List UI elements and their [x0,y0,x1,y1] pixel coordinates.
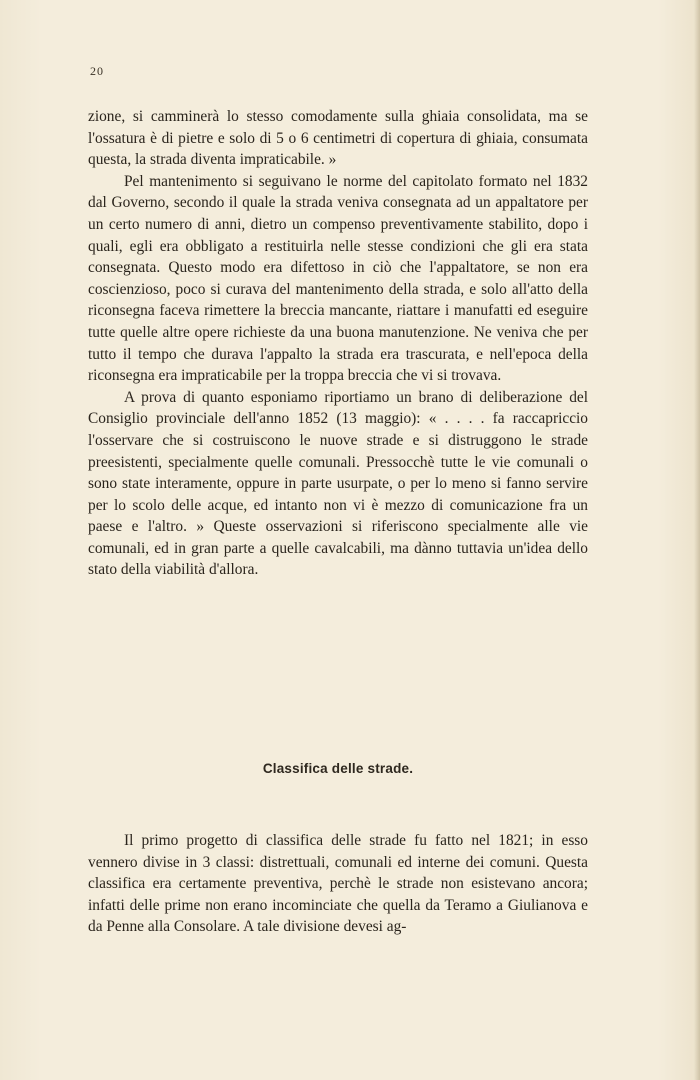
paragraph: Il primo progetto di classifica delle strade fu fatto nel 1821; in esso vennero divise in 3 classi: distrettuali, comunali ed interne dei comuni. Questa classifica era certamente preventiva, perchè le strade non esistevano ancora; infatti delle prime non erano incominciate che quella da Teramo a Giulianova e da Penne alla Consolare. A tale divisione devesi ag- [88,832,588,936]
paragraph: A prova di quanto esponiamo riportiamo un brano di deliberazione del Consiglio provinciale dell'anno 1852 (13 maggio): « . . . . fa raccapriccio l'osservare che si costruiscono le nuove strade e si distruggono le strade preesistenti, specialmente quelle comunali. Pressocchè tutte le vie comunali o sono state interamente, oppure in parte usurpate, o per lo meno si fanno servire per lo scolo delle acque, ed intanto non vi è mezzo di comunicazione fra un paese e l'altro. » Queste osservazioni si riferiscono specialmente alle vie comunali, ed in gran parte a quelle cavalcabili, ma dànno tuttavia un'idea dello stato della viabilità d'allora. [88,388,588,579]
page-edge-shadow [694,0,700,1080]
paragraph: zione, si camminerà lo stesso comodamente sulla ghiaia consolidata, ma se l'ossatura è di pietre e solo di 5 o 6 centimetri di copertura di ghiaia, consumata questa, la strada diventa impraticabile. » [88,108,588,169]
text-block-bottom [88,830,588,938]
paragraph: Pel mantenimento si seguivano le norme del capitolato formato nel 1832 dal Governo, secondo il quale la strada veniva consegnata ad un appaltatore per un certo numero di anni, dietro un compenso preventivamente stabilito, dopo i quali, egli era obbligato a restituirla nelle stesse condizioni che gli era stata consegnata. Questo modo era difettoso in ciò che l'appaltatore, se non era coscienzioso, poco si curava del mantenimento della strada, e solo all'atto della riconsegna faceva rimettere la breccia mancante, riattare i manufatti ed eseguire tutte quelle altre opere richieste da una buona manutenzione. Ne veniva che per tutto il tempo che durava l'appalto la strada era trascurata, e nell'epoca della riconsegna era impraticabile per la troppa breccia che vi si trovava. [88,172,588,385]
section-heading: Classifica delle strade. [262,761,414,776]
text-block-top [88,106,588,581]
page-number: 20 [90,64,104,78]
